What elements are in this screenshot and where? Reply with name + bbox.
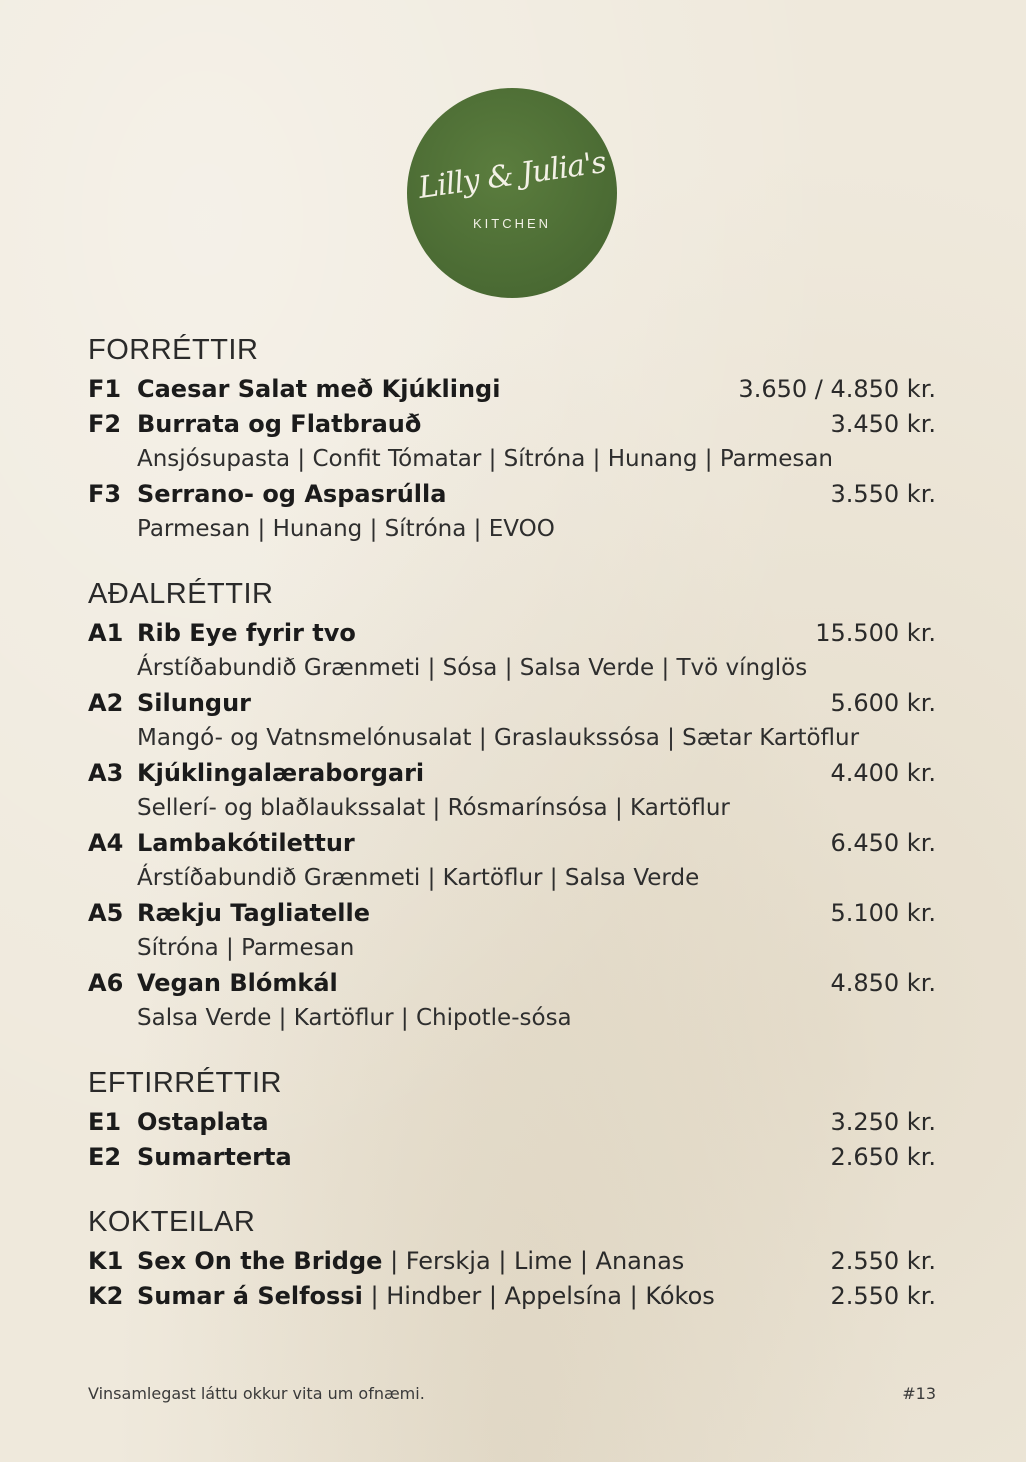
section-title: FORRÉTTIR xyxy=(88,334,259,366)
item-code: F2 xyxy=(88,410,122,438)
menu-section xyxy=(88,574,936,1036)
logo-subtitle: KITCHEN xyxy=(472,216,552,231)
menu xyxy=(88,330,936,1341)
item-name: Caesar Salat með Kjúklingi xyxy=(137,375,501,403)
section-title: KOKTEILAR xyxy=(88,1206,256,1238)
item-name: Kjúklingalæraborgari xyxy=(137,759,425,787)
item-name-wrap xyxy=(137,826,355,861)
item-name: Silungur xyxy=(137,689,252,717)
item-name: Sex On the Bridge xyxy=(137,1247,383,1275)
item-code: A1 xyxy=(88,619,124,647)
item-code: E1 xyxy=(88,1108,122,1136)
section-title: AÐALRÉTTIR xyxy=(88,578,274,610)
item-price: 2.650 kr. xyxy=(830,1143,936,1171)
item-name-wrap xyxy=(137,896,370,931)
item-code: A2 xyxy=(88,689,124,717)
item-price: 3.650 / 4.850 kr. xyxy=(738,375,936,403)
item-name-wrap xyxy=(137,1140,292,1175)
page-number: #13 xyxy=(902,1384,936,1403)
menu-item xyxy=(88,896,936,931)
item-code: F3 xyxy=(88,480,122,508)
item-description: Árstíðabundið Grænmeti | Kartöflur | Salsa Verde xyxy=(137,865,700,891)
item-code: A3 xyxy=(88,759,124,787)
item-name: Sumar á Selfossi xyxy=(137,1282,363,1310)
item-code: K1 xyxy=(88,1247,124,1275)
menu-section xyxy=(88,330,936,547)
item-name: Sumarterta xyxy=(137,1143,292,1171)
item-code: F1 xyxy=(88,375,122,403)
menu-item xyxy=(88,966,936,1001)
item-ingredients: | Ferskja | Lime | Ananas xyxy=(382,1247,685,1275)
menu-item xyxy=(88,1105,936,1140)
item-ingredients: | Hindber | Appelsína | Kókos xyxy=(362,1282,715,1310)
menu-item xyxy=(88,756,936,791)
item-price: 2.550 kr. xyxy=(830,1282,936,1310)
menu-section xyxy=(88,1063,936,1175)
menu-section xyxy=(88,1202,936,1314)
allergy-note: Vinsamlegast láttu okkur vita um ofnæmi. xyxy=(88,1384,425,1403)
item-code: A4 xyxy=(88,829,124,857)
item-name-wrap xyxy=(137,477,446,512)
menu-item xyxy=(88,372,936,407)
item-name: Rib Eye fyrir tvo xyxy=(137,619,356,647)
item-price: 15.500 kr. xyxy=(815,619,936,647)
menu-item xyxy=(88,477,936,512)
item-price: 5.600 kr. xyxy=(830,689,936,717)
section-title: EFTIRRÉTTIR xyxy=(88,1067,282,1099)
item-price: 4.400 kr. xyxy=(830,759,936,787)
item-price: 3.250 kr. xyxy=(830,1108,936,1136)
item-name-wrap xyxy=(137,1244,684,1279)
menu-item xyxy=(88,826,936,861)
item-name-wrap xyxy=(137,407,421,442)
item-name-wrap xyxy=(137,686,251,721)
item-description: Árstíðabundið Grænmeti | Sósa | Salsa Verde | Tvö vínglös xyxy=(137,655,808,681)
item-name: Lambakótilettur xyxy=(137,829,355,857)
item-code: E2 xyxy=(88,1143,122,1171)
item-name-wrap xyxy=(137,966,338,1001)
item-name: Burrata og Flatbrauð xyxy=(137,410,422,438)
item-name: Vegan Blómkál xyxy=(137,969,338,997)
item-name: Serrano- og Aspasrúlla xyxy=(137,480,447,508)
item-name-wrap xyxy=(137,1279,715,1314)
menu-item xyxy=(88,616,936,651)
item-description: Mangó- og Vatnsmelónusalat | Graslaukssósa | Sætar Kartöflur xyxy=(137,725,860,751)
item-price: 5.100 kr. xyxy=(830,899,936,927)
item-name-wrap xyxy=(137,616,356,651)
menu-item xyxy=(88,407,936,442)
item-code: A6 xyxy=(88,969,124,997)
item-price: 2.550 kr. xyxy=(830,1247,936,1275)
logo-script-text: Lilly & Julia's xyxy=(416,145,608,206)
item-price: 3.550 kr. xyxy=(830,480,936,508)
item-description: Ansjósupasta | Confit Tómatar | Sítróna | Hunang | Parmesan xyxy=(137,446,834,472)
item-name: Rækju Tagliatelle xyxy=(137,899,371,927)
menu-item xyxy=(88,1244,936,1279)
item-name-wrap xyxy=(137,1105,269,1140)
restaurant-logo xyxy=(407,88,617,298)
item-code: K2 xyxy=(88,1282,124,1310)
item-description: Salsa Verde | Kartöflur | Chipotle-sósa xyxy=(137,1005,572,1031)
item-code: A5 xyxy=(88,899,124,927)
item-description: Sellerí- og blaðlaukssalat | Rósmarínsósa | Kartöflur xyxy=(137,795,730,821)
item-description: Sítróna | Parmesan xyxy=(137,935,355,961)
menu-item xyxy=(88,686,936,721)
item-name-wrap xyxy=(137,372,500,407)
item-name-wrap xyxy=(137,756,424,791)
item-name: Ostaplata xyxy=(137,1108,269,1136)
item-price: 3.450 kr. xyxy=(830,410,936,438)
item-price: 6.450 kr. xyxy=(830,829,936,857)
menu-item xyxy=(88,1140,936,1175)
item-description: Parmesan | Hunang | Sítróna | EVOO xyxy=(137,516,555,542)
item-price: 4.850 kr. xyxy=(830,969,936,997)
menu-item xyxy=(88,1279,936,1314)
